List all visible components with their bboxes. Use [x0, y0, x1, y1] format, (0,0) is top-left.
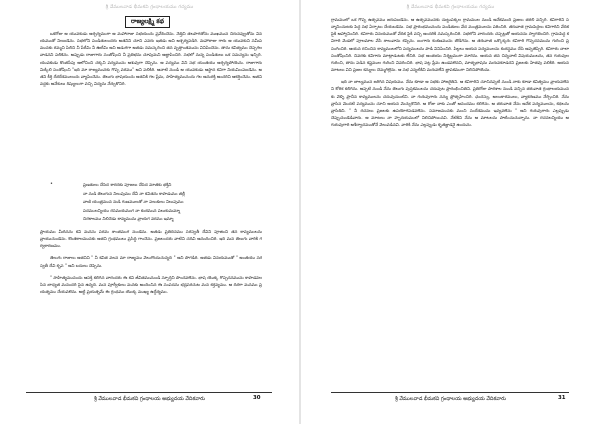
body-text-lower — [40, 228, 262, 300]
running-head: శ్రీ వేములవాడ భీమకవి గ్రంథాలయము గద్యము — [105, 5, 194, 10]
paragraph-1: గ్రామములో ఒక గొప్ప ఉత్సవము జరుపబడెను. ఆ ఉత్సవమునకు చుట్టుపక్కల గ్రామముల నుండి అనేకమంది ప్రజలు తరలి వచ్చిరి. కవిగారిని సన్మానించుటకు పెద్ద సభ ఏర్పాటు చేయబడెను. సభ ప్రారంభమునందు పండితులు వేద మంత్రములను పఠించిరి. తరువాత గ్రామపెద్దలు కవిగారిని వేదిక పైకి ఆహ్వానించిరి. కవిగారు వినయముతో వేదిక పైకి వచ్చి అందరికి నమస్కరించిరి. సభలోని వారందరు చప్పట్లతో ఆయనను స్వాగతించిరి. గ్రామపెద్ద కవిగారి మెడలో పూలమాల వేసి శాలువాను కప్పెను. బంగారు కంకణమును తొడిగెను. ఆ తరువాత ఒక్కొక్కరు కవిగారి గొప్పదనమును గురించి ప్రసంగించిరి. ఆయన రచించిన కావ్యములలోని పద్యములను పాడి వినిపించిరి. పిల్లలు ఆయన పద్యములను కంఠస్థము చేసి అప్పజెప్పిరి. కవిగారు చాలా సంతోషించిరి. చివరకు కవిగారు మాట్లాడుటకు లేచిరి. సభ అంతయు నిశ్శబ్దముగా మారెను. ఆయన తన చిన్ననాటి విషయములను, తన గురువుల గురించి, తాను పడిన కష్టముల గురించి వివరించిరి. భాష పట్ల ప్రేమ ఉండవలెనని, మాతృభాషను మరువకూడదని ప్రజలకు హితవు పలికిరి. ఆయన మాటలు విని ప్రజల కన్నులు చెమ్మగిల్లెను. ఆ సభ ఎన్నటికిని మరువలేని జ్ఞాపకముగా నిలిచిపోయెను. — [331, 17, 569, 73]
page-number: 30 — [253, 395, 261, 401]
footer-text: శ్రీ వేములవాడ భీమకవి గ్రంథాలయ అభ్యుదయ వేదికవారు — [94, 396, 205, 402]
poem-line: పదములన్నియు రసమయముగ నా కంఠమున పలుకుమమ్మా — [83, 207, 181, 213]
poem-line: నా నుడి తెలుగున నిలుపుము దేవీ నా కవితను కాపాడుము తల్లీ — [83, 190, 186, 196]
intro-paragraph: ఒకరోజు ఆ యువకుడు ఆశ్చర్యముగా ఆ మహారాజు సభయందు ప్రవేశించెను. నెత్తిని తలపాగతోను ముఖమున చిరునవ్వుతోను వినయముతో నిలబడెను. సభలోని పండితులందరు అతనిని చూచి ఎవరు ఇతడు అని ఆశ్చర్యపడిరి. మహారాజు గారు ఆ యువకుని సమీపమునకు రమ్మని పిలిచి నీ పేరేమి నీ ఊరేమి అని అడుగగా అతడు నమస్కరించి తన వృత్తాంతమును వినిపించెను. తాను కవిత్వము చెప్పగల వాడనని పలికెను. అప్పుడు రాజుగారు సంతోషించి నీ ప్రతిభను చూపుమని ఆజ్ఞాపించిరి. సభలో నున్న పండితులు ఒక సమస్యను ఇచ్చిరి. యువకుడు కొంతసేపు ఆలోచించి చక్కని పద్యమును ఆశువుగా చెప్పెను. ఆ పద్యము విని సభ యంతయు ఆశ్చర్యపోయెను. రాజుగారు మిక్కిలి సంతోషించి "ఇది మా రాజ్యమునకు గొప్ప వరము" అని పలికిరి. ఆనాటి నుండి ఆ యువకుడు ఆస్థాన కవిగా నియమింపబడెను. అతని కీర్తి దేశదేశములందు వ్యాపించెను. తెలుగు భాషయందు అతనికి గల ప్రేమ, సాహిత్యమునందు గల అనురక్తి అందరిని ఆకర్షించెను. అతని వద్దకు అనేకులు శిష్యులుగా వచ్చి విద్యను నేర్చుకొనిరి. — [40, 31, 262, 87]
right-page — [301, 0, 600, 424]
poem-line: వాణి యంత్రమున నుడి గుణములతో నా పలుకులు నిలుపుము — [83, 199, 184, 205]
chapter-title: రాజ్యలక్ష్మి కథ — [125, 16, 170, 28]
footer-rule — [331, 392, 569, 393]
poem-line: చిరకాలము నిలిచెడు కావ్యమును వ్రాయగ వరము ఇమ్మా — [83, 216, 174, 222]
closing-paragraph: " సాహిత్యమునందు ఆసక్తి కలిగిన వారందరు ఈ కవి జీవితమునుండి స్ఫూర్తిని పొందవలెను. భాష యొక్క గొప్పదనమును కాపాడవలసిన బాధ్యత మనందరి పైన ఉన్నది. మన పూర్వీకులు మనకు అందించిన ఈ సంపదను భద్రపరచుట మన కర్తవ్యము. ఆ దిశగా మనము ప్రయత్నము చేయవలెను. అట్టి ప్రయత్నమే ఈ గ్రంథము యొక్క ముఖ్య ఉద్దేశ్యము. — [40, 274, 262, 295]
body-text — [331, 16, 569, 133]
poem-block — [83, 181, 233, 224]
paragraph-2: ఇది నా బాల్యమున జరిగిన విషయము. నేను కూడా ఆ సభకు హాజరైతిని. ఆ కవిగారిని చూచినప్పటి నుండి నాకు కూడా కవిత్వము వ్రాయవలెనని కోరిక కలిగెను. అప్పటి నుండి నేను తెలుగు పుస్తకములను చదువుట ప్రారంభించితిని. ప్రతిరోజు పాఠశాల నుండి వచ్చిన తరువాత గ్రంథాలయమునకు వెళ్ళి ప్రాచీన కావ్యములను చదువుచుంటిని. నా గురువుగారు నన్ను ప్రోత్సహించిరి. ఛందస్సు, అలంకారములు, వ్యాకరణము నేర్పించిరి. నేను వ్రాసిన మొదటి పద్యమును చూచి ఆయన మెచ్చుకొనిరి. ఆ రోజు నాకు ఎంతో ఆనందము కలిగెను. ఆ తరువాత నేను అనేక పద్యములను, కథలను వ్రాసితిని. " నీ రచనలు ప్రజలకు ఉపయోగపడవలెను. సమాజమునకు మంచి సందేశమును ఇవ్వవలెను " అని గురువుగారు ఎల్లప్పుడు చెప్పుచుండెడివారు. ఆ మాటలు నా హృదయములో నిలిచిపోయినవి. నేటికిని నేను ఆ మాటలను పాటించుచున్నాను. నా రచనలన్నియు ఆ గురువుగారి ఆశీర్వాదముతోనే వెలువడినవి. వారికి నేను ఎల్లప్పుడు కృతజ్ఞుడనై ఉందును. — [331, 79, 569, 128]
footer-text: శ్రీ వేములవాడ భీమకవి గ్రంథాలయ అభ్యుదయ వేదికవారు — [395, 396, 506, 402]
body-text — [40, 30, 262, 92]
poem-bullet: • — [50, 181, 53, 187]
page-number: 31 — [558, 395, 566, 401]
poem-line: ప్రణతులు చేసెద శారదకు పూజలు చేసెద మాతకు భక్తిని — [83, 182, 172, 187]
left-page — [0, 0, 299, 424]
running-head: శ్రీ వేములవాడ భీమకవి గ్రంథాలయము గద్యము — [406, 5, 495, 10]
footer-rule — [26, 392, 272, 393]
after-poem-paragraph: ప్రాయము మీరినను కవి మనసు పరమ శాంతముగ నుండెను. అతడు ప్రతిదినము సరస్వతీ దేవిని పూజించి తన కావ్యములను వ్రాయుచుండెను. కొంతకాలమునకు అతని గ్రంథములు ప్రసిద్ధి గాంచెను. ప్రజలందరు వాటిని చదివి ఆనందించిరి. ఇది మన తెలుగు వారికి గర్వకారణము. — [40, 229, 262, 249]
dialogue-paragraph: తెలుగు రాజులు అతనిని " నీ కవిత వలన మా రాజ్యము వెలుగొందుచున్నది " అని పొగడిరి. అతడు వినయముతో " అంతయు సరస్వతీ దేవి కృప " అని బదులు చెప్పెను. — [40, 255, 262, 268]
